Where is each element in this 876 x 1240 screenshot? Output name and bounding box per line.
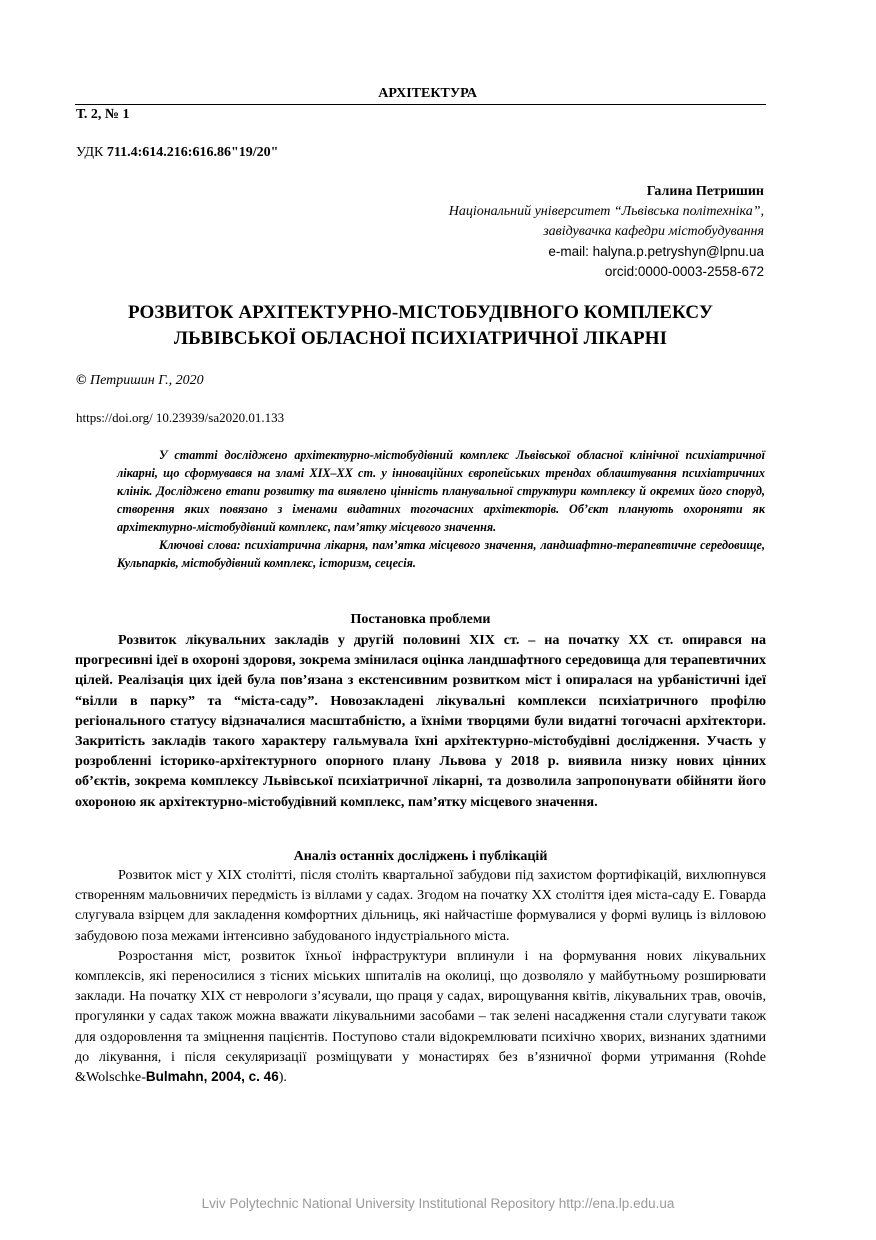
title-line-1: РОЗВИТОК АРХІТЕКТУРНО-МІСТОБУДІВНОГО КОМПЛЕКСУ <box>127 302 714 323</box>
repository-footer: Lviv Polytechnic National University Institutional Repository http://ena.lp.edu.ua <box>201 1196 675 1211</box>
author-affiliation: Національний університет “Львівська політехніка”, <box>448 204 764 219</box>
author-block <box>449 182 764 282</box>
problem-body <box>75 630 766 812</box>
abstract-text: У статті досліджено архітектурно-містобудівний комплекс Львівської обласної клінічної психіатричної лікарні, що сформувався на зламі XIX–XX ст. у інноваційних європейських трендах облаштування психіатричних клінік. Досліджено етапи розвитку та виявлено цінність планувальної структури комплексу й окремих його споруд, створення яких повязано з іменами видатних тогочасних архітекторів. Об’єкт планують охороняти як архітектурно-містобудівний комплекс, пам’ятку місцевого значення. <box>117 448 765 534</box>
article-title <box>75 300 766 352</box>
doi-link[interactable]: https://doi.org/ 10.23939/sa2020.01.133 <box>76 410 285 425</box>
udc-label: УДК <box>76 145 104 160</box>
title-line-2: ЛЬВІВСЬКОЇ ОБЛАСНОЇ ПСИХІАТРИЧНОЇ ЛІКАРНІ <box>173 328 668 349</box>
udc-code: 711.4:614.216:616.86"19/20" <box>106 145 279 160</box>
analysis-paragraph-1: Розвиток міст у XIX столітті, після століть квартальної забудови під захистом фортифікацій, вихлюпнувся створенням мальовничих передмість із віллами у садах. Згодом на початку XX століття ідея міста-саду Е. Говарда слугувала взірцем для закладення комфортних дільниць, які найчастіше формувалися у формі вулиць із вілловою забудовою поза межами інтенсивно забудованого індустріального міста. <box>75 867 766 944</box>
author-email[interactable]: e-mail: halyna.p.petryshyn@lpnu.ua <box>548 244 764 259</box>
analysis-paragraph-2-text: Розростання міст, розвиток їхньої інфраструктури вплинули і на формування нових лікувальних комплексів, які переносилися з тісних міських шпиталів на околиці, що дозволяло у майбутньому розширювати заклади. На початку XIX ст неврологи з’ясували, що праця у садах, вирощування квітів, лікувальних трав, овочів, прогулянки у садах також можна вважати лікувальними засобами – так зелені насадження стали слугувати також для оздоровлення та зміцнення пацієнтів. Поступово стали відокремлювати психічно хворих, визнаних здатними до лікування, і після секуляризації розміщувати у монастирях без в’язничної форми утримання <box>75 947 766 1065</box>
header-rule <box>75 104 766 105</box>
author-orcid[interactable]: orcid:0000-0003-2558-672 <box>604 264 764 279</box>
problem-paragraph: Розвиток лікувальних закладів у другій половині XIX ст. – на початку XX ст. опирався на прогресивні ідеї в охороні здоровя, зокрема змінилася оцінка ландшафтного середовища для терапевтичних цілей. Реалізація цих ідей була пов’язана з екстенсивним розвитком міст і опиралася на урбаністичні ідеї “вілли в парку” та “міста-саду”. Новозакладені лікувальні комплекси психіатричного профілю регіонального статусу відзначалися масштабністю, а їхніми творцями були видатні тогочасні архітектори. Закритість закладів такого характеру гальмувала їхні архітектурно-містобудівні дослідження. Участь у розробленні історико-архітектурного опорного плану Львова у 2018 р. виявила низку нових цінних об’єктів, зокрема комплексу Львівської психіатричної лікарні, та дозволила запропонувати обійняти його охороною як архітектурно-містобудівний комплекс, пам’ятку місцевого значення. <box>75 632 766 810</box>
copyright-line <box>76 372 204 390</box>
author-name: Галина Петришин <box>646 184 764 199</box>
section-heading-problem: Постановка проблеми <box>350 612 491 627</box>
citation-bold: Bulmahn, 2004, с. 46 <box>145 1069 279 1085</box>
volume-number: Т. 2, № 1 <box>76 107 130 122</box>
udc-line <box>76 144 278 162</box>
abstract <box>117 446 765 572</box>
journal-section: АРХІТЕКТУРА <box>378 86 477 101</box>
analysis-body <box>75 865 766 1087</box>
copyright-symbol: © <box>76 373 87 388</box>
section-heading-analysis: Аналіз останніх досліджень і публікацій <box>293 849 548 864</box>
keywords: Ключові слова: психіатрична лікарня, пам’ятка місцевого значення, ландшафтно-терапевтичне середовище, Кульпарків, містобудівний комплекс, історизм, сецесія. <box>117 538 765 570</box>
copyright-text: Петришин Г., 2020 <box>86 373 204 388</box>
citation-open: (Rohde &Wolschke- <box>75 1048 766 1086</box>
running-head <box>75 85 766 103</box>
analysis-paragraph-2 <box>75 946 766 1087</box>
citation-close: ). <box>278 1069 287 1086</box>
author-position: завідувачка кафедри містобудування <box>543 224 764 239</box>
